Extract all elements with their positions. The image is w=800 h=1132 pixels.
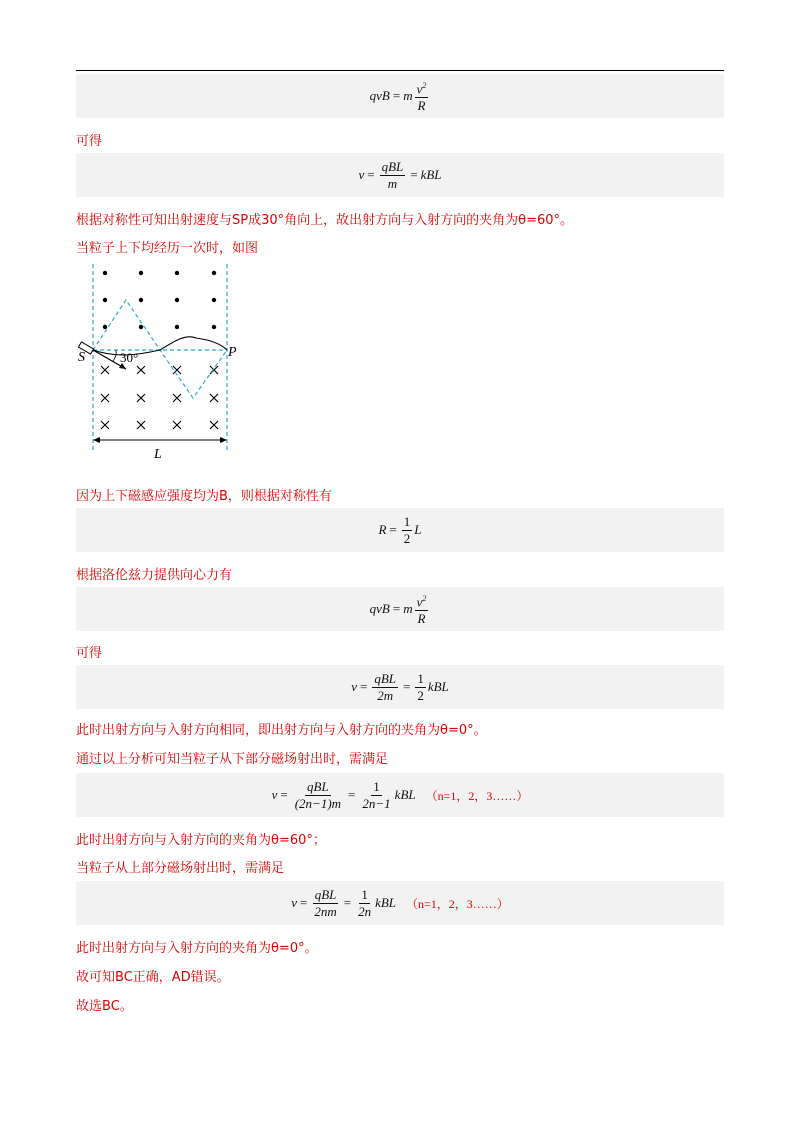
- eq3-fraction: [402, 515, 413, 546]
- eq5-den2: 2: [417, 687, 424, 703]
- eq1-m: m: [403, 88, 413, 103]
- eq1-num: v: [416, 81, 423, 97]
- eq7-den2: 2n: [358, 903, 372, 919]
- eq5-num2: 1: [417, 670, 424, 686]
- field-in-crosses: [101, 366, 218, 429]
- text-kede-1: 可得: [76, 134, 103, 149]
- text-lower-exit: 通过以上分析可知当粒子从下部分磁场射出时，需满足: [76, 752, 389, 767]
- eq6-num: qBL: [307, 778, 329, 794]
- trajectory-diagram: [76, 262, 246, 462]
- text-kede-2: 可得: [76, 646, 103, 661]
- eq4-num: v: [416, 594, 423, 610]
- eq7-den: 2nm: [314, 903, 337, 919]
- eq1-exp: 2: [422, 80, 427, 90]
- eq4-den: R: [417, 611, 426, 627]
- eq4-fraction: [415, 592, 429, 626]
- equation-lorentz-2: qvB = m $\frac{v^2}{R}$: [76, 587, 724, 631]
- particle-trajectory: [93, 337, 227, 355]
- eq4-lhs: qvB: [369, 601, 390, 616]
- eq3-num: 1: [403, 513, 411, 529]
- eq3-tail: L: [414, 522, 422, 537]
- equation-lorentz-1: qvB = m $\frac{v^2}{R}$: [76, 74, 724, 118]
- equation-velocity-1: v = $\frac{\text{qBL}}{m}$ = kBL: [76, 153, 724, 197]
- eq7-num2: 1: [361, 886, 368, 902]
- text-bc-correct: 故可知BC正确，AD错误。: [76, 970, 230, 985]
- angle-arc: [113, 350, 116, 361]
- eq7-tail: kBL: [375, 895, 397, 910]
- eq6-note: （n=1，2，3……）: [425, 788, 529, 803]
- equation-lower-exit: v = $\frac{\text{qBL}}{(2n-1)m}$ = $\frac{1}{2n-1}$ kBL （n=1，2，3……）: [76, 773, 724, 817]
- eq5-fraction-1: [372, 672, 398, 703]
- eq2-lhs: v: [358, 167, 365, 182]
- text-same-direction: 此时出射方向与入射方向相同，即出射方向与入射方向的夹角为θ=0°。: [76, 723, 487, 738]
- eq7-lhs: v: [291, 895, 297, 910]
- equation-radius: R = $\frac{1}{2}$ L: [76, 508, 724, 552]
- eq3-den: 2: [403, 530, 411, 546]
- eq2-num: qBL: [381, 158, 404, 174]
- eq6-den2: 2n−1: [362, 795, 391, 811]
- text-equal-b: 因为上下磁感应强度均为B，则根据对称性有: [76, 489, 332, 504]
- eq7-fraction-2: [356, 888, 373, 919]
- chord-path: [93, 300, 227, 398]
- eq7-fraction-1: [312, 888, 338, 919]
- label-s: S: [78, 350, 85, 365]
- eq6-fraction-2: [360, 780, 392, 811]
- eq4-m: m: [403, 601, 413, 616]
- eq7-note: （n=1，2，3……）: [406, 896, 509, 911]
- eq3-lhs: R: [378, 522, 387, 537]
- eq1-fraction: [415, 79, 429, 113]
- eq6-lhs: v: [271, 787, 278, 802]
- equation-upper-exit: v = $\frac{\text{qBL}}{2nm}$ = $\frac{1}{2n}$ kBL （n=1，2，3……）: [76, 881, 724, 925]
- label-p: P: [228, 345, 237, 360]
- text-answer: 故选BC。: [76, 999, 133, 1014]
- label-angle: 30°: [120, 350, 139, 365]
- eq5-den: 2m: [377, 687, 394, 703]
- text-angle-0: 此时出射方向与入射方向的夹角为θ=0°。: [76, 941, 318, 956]
- eq2-tail: kBL: [420, 167, 442, 182]
- text-once-each: 当粒子上下均经历一次时，如图: [76, 241, 259, 256]
- eq1-lhs: qvB: [369, 88, 390, 103]
- eq7-num: qBL: [314, 886, 337, 902]
- text-lorentz-force: 根据洛伦兹力提供向心力有: [76, 568, 233, 583]
- eq2-fraction: [380, 160, 406, 191]
- eq4-exp: 2: [422, 593, 427, 603]
- top-rule: [76, 70, 724, 71]
- eq6-fraction-1: [293, 780, 343, 811]
- eq5-lhs: v: [351, 679, 357, 694]
- eq6-den: (2n−1)m: [294, 795, 342, 811]
- eq6-tail: kBL: [394, 787, 416, 802]
- eq5-tail: kBL: [427, 679, 449, 694]
- text-angle-60: 此时出射方向与入射方向的夹角为θ=60°；: [76, 833, 326, 848]
- eq5-fraction-2: [415, 672, 426, 703]
- eq1-den: R: [417, 98, 426, 114]
- text-symmetry-60: 根据对称性可知出射速度与SP成30°角向上，故出射方向与入射方向的夹角为θ=60°。: [76, 213, 574, 228]
- field-out-dots: [103, 271, 216, 329]
- eq6-num2: 1: [373, 778, 380, 794]
- label-l: L: [154, 447, 162, 462]
- eq5-num: qBL: [374, 670, 396, 686]
- eq2-den: m: [387, 175, 398, 191]
- equation-velocity-2: v = $\frac{\text{qBL}}{2m}$ = $\frac{1}{2}$ kBL: [76, 665, 724, 709]
- text-upper-exit: 当粒子从上部分磁场射出时，需满足: [76, 861, 285, 876]
